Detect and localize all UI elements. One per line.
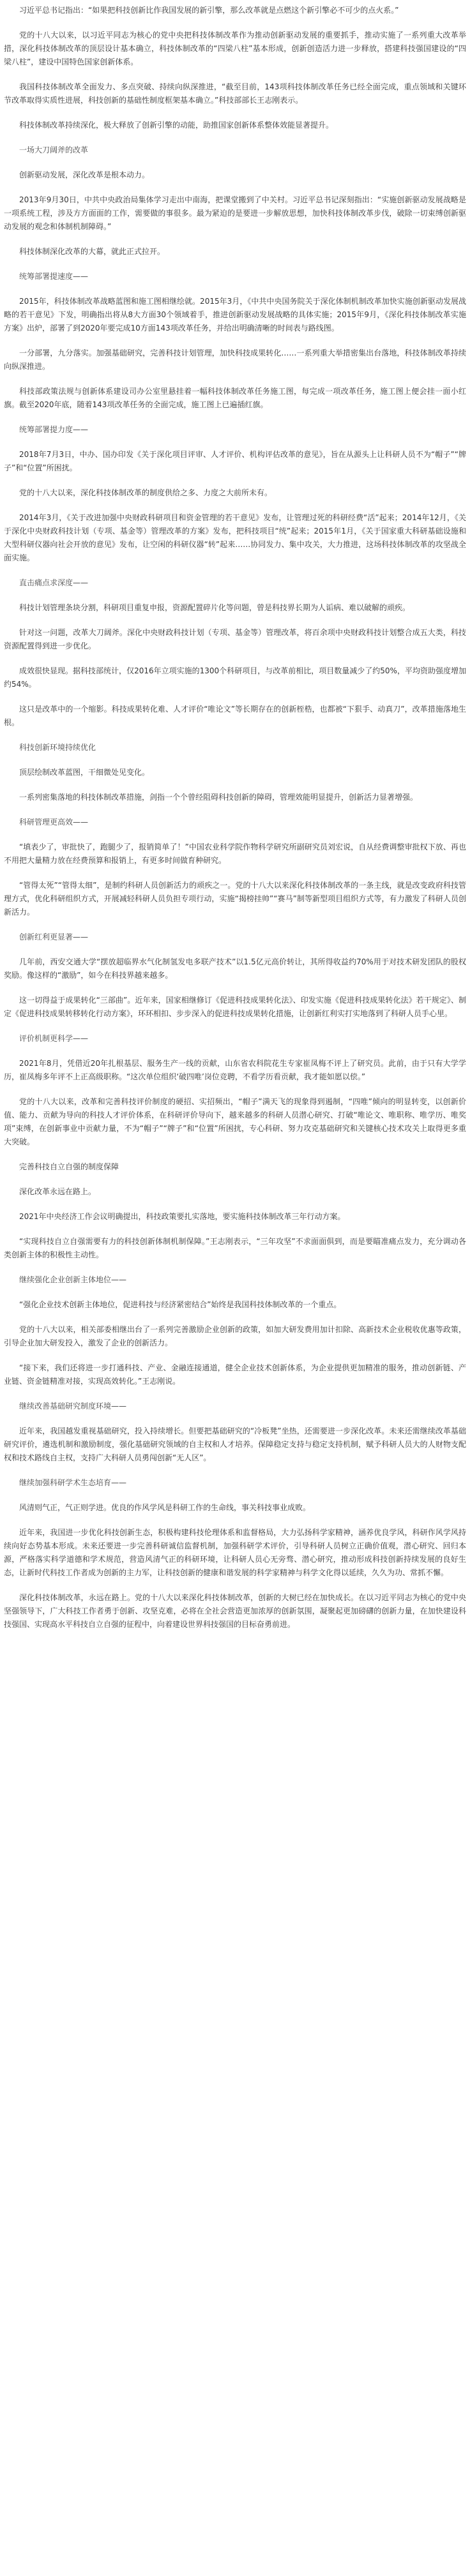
section-heading: 统筹部署提速度—— bbox=[19, 272, 89, 281]
section-heading: 统筹部署提力度—— bbox=[19, 425, 89, 434]
article-paragraph: 2021年8月，凭借近20年扎根基层、服务生产一线的贡献，山东省农科院花生专家崔凤梅不评上了研究员。此前，由于只有大学学历，崔凤梅多年评不上正高级职称。“这次单位组织‘破四唯’岗位竞聘，不看学历看贡献，我才能如愿以偿。” bbox=[4, 1059, 466, 1081]
article-paragraph: “填表少了，审批快了，跑腿少了，报销简单了！”中国农业科学院作物科学研究所副研究员刘宏说，自从经费调整审批权下放、再也不用把大量精力放在经费预算和报销上，有更多时间做育种研究。 bbox=[4, 842, 466, 865]
article-paragraph: 2018年7月3日，中办、国办印发《关于深化项目评审、人才评价、机构评估改革的意见》，旨在从源头上让科研人员不为“帽子”“牌子”和“位置”所困扰。 bbox=[4, 450, 466, 472]
section-heading: 一场大刀阔斧的改革 bbox=[19, 146, 89, 154]
section-heading: 继续改善基础研究制度环境—— bbox=[19, 1402, 127, 1411]
article-paragraph: 深化科技体制改革，永远在路上。党的十八大以来深化科技体制改革，创新的大树已经在加快成长。在以习近平同志为核心的党中央坚强领导下，广大科技工作者勇于创新、攻坚克难，必将在全社会营造更加浓厚的创新氛围，凝聚起更加磅礴的创新力量，在加快建设科技强国、实现高水平科技自立自强的征程中，向着建设世界科技强国的目标奋勇前进。 bbox=[4, 1593, 466, 1629]
article-paragraph: 一系列密集落地的科技体制改革措施，剑指一个个曾经阻碍科技创新的障碍，管理效能明显提升，创新活力显著增强。 bbox=[19, 793, 418, 802]
article-paragraph: 党的十八大以来，改革和完善科技评价制度的硬招、实招频出，“帽子”满天飞的现象得到遏制，“四唯”倾向的明显转变，以创新价值、能力、贡献为导向的科技人才评价体系，在科研评价导向下，越来越多的科研人员潜心研究、打破“唯论文、唯职称、唯学历、唯奖项”束缚，在创新事业中贡献力量，不为“帽子”“牌子”和“位置”所困扰，专心科研、努力攻克基础研究和关键核心技术攻关上取得更多重大突破。 bbox=[4, 1097, 466, 1146]
article-paragraph: 党的十八大以来，相关部委相继出台了一系列完善激励企业创新的政策，如加大研发费用加计扣除、高新技术企业税收优惠等政策，引导企业加大研发投入，激发了企业的创新活力。 bbox=[4, 1325, 466, 1347]
article-paragraph: 习近平总书记指出：“如果把科技创新比作我国发展的新引擎，那么改革就是点燃这个新引擎必不可少的点火系。” bbox=[19, 6, 399, 15]
article-paragraph: 2021年中央经济工作会议明确提出，科技政策要扎实落地，要实施科技体制改革三年行动方案。 bbox=[19, 1212, 345, 1221]
article-paragraph: 近年来，我国进一步优化科技创新生态，积极构建科技伦理体系和监督格局，大力弘扬科学家精神，涵养优良学风，科研作风学风持续向好态势基本形成。未来还要进一步完善科研诚信监督机制，加强科研学术评价，引导科研人员树立正确价值观，潜心研究、回归本源，严格落实科学道德和学术规范，营造风清气正的科研环境，让科研人员心无旁骛、潜心研究，推动形成科技创新持续发展的良好生态，让新时代科技工作者成为创新的主力军，让科技创新的健康和谐发展的科学家精神与科学文化得以延续，久久为功、常抓不懈。 bbox=[4, 1528, 466, 1577]
article-paragraph: 科技计划管理条块分割，科研项目重复申报，资源配置碎片化等问题，曾是科技界长期为人诟病、难以破解的顽疾。 bbox=[19, 603, 411, 612]
article-paragraph: 党的十八大以来，以习近平同志为核心的党中央把科技体制改革作为推动创新驱动发展的重要抓手，推动实施了一系列重大改革举措，深化科技体制改革的顶层设计基本确立，科技体制改革的“四梁八柱”基本形成，创新创造活力进一步释放，搭建科技强国建设的“四梁八柱”，建设中国特色国家创新体系。 bbox=[4, 31, 466, 66]
section-heading: 继续加强科研学术生态培育—— bbox=[19, 1478, 127, 1487]
article-paragraph: 党的十八大以来，深化科技体制改革的制度供给之多、力度之大前所未有。 bbox=[19, 488, 273, 497]
article-paragraph: 这只是改革中的一个缩影。科技成果转化难、人才评价“唯论文”等长期存在的创新桎梏，也都被“下狠手、动真刀”，改革措施落地生根。 bbox=[4, 705, 466, 727]
article-paragraph: 成效很快显现。据科技部统计，仅2016年立项实施的1300个科研项目，与改革前相比，项目数量减少了约50%，平均资助强度增加约54%。 bbox=[4, 666, 466, 689]
article-paragraph: 2014年3月，《关于改进加强中央财政科研项目和资金管理的若干意见》发布，让管理过死的科研经费“活”起来；2014年12月，《关于深化中央财政科技计划（专项、基金等）管理改革的方案》发布，把科技项目“统”起来；2015年1月，《关于国家重大科研基础设施和大型科研仪器向社会开放的意见》发布，让空闲的科研仪器“转”起来……协同发力、集中攻关，大力推进，这场科技体制改革的攻坚战全面实施。 bbox=[4, 513, 466, 562]
article-paragraph: 2015年，科技体制改革战略蓝图和施工图相继绘就。2015年3月，《中共中央国务院关于深化体制机制改革加快实施创新驱动发展战略的若干意见》下发，明确指出将从8大方面30个领域着手，推进创新驱动发展战略的具体实施；2015年9月，《深化科技体制改革实施方案》出炉，部署了到2020年要完成10方面143项改革任务，并给出明确清晰的时间表与路线图。 bbox=[4, 297, 466, 333]
section-heading: 科研管理更高效—— bbox=[19, 818, 89, 827]
article-paragraph: 科技体制深化改革的大幕，就此正式拉开。 bbox=[19, 247, 165, 256]
article-paragraph: “实现科技自立自强需要有力的科技创新体制机制保障。”王志刚表示，“三年攻坚”不求面面俱到，而是要瞄准痛点发力，充分调动各类创新主体的积极性主动性。 bbox=[4, 1237, 466, 1259]
section-heading: 创新红利更显著—— bbox=[19, 932, 89, 941]
article-paragraph: 几年前，西安交通大学“摆放超临界水气化制氢发电多联产技术”以1.5亿元高价转让，其所得收益约70%用于对技术研发团队的股权奖励。像这样的“激励”，如今在科技界越来越多。 bbox=[4, 957, 466, 980]
article-paragraph: 深化改革永远在路上。 bbox=[19, 1187, 96, 1196]
article-paragraph: 近年来，我国越发重视基础研究，投入持续增长。但要把基础研究的“冷板凳”坐热，还需要进一步深化改革。未来还需继续改革基础研究评价，遴选机制和激励制度，强化基础研究领域的自主权和人才培养。保障稳定支持与稳定支持机制，赋予科研人员大的人财物支配权和技术路线自主权，支持广大科研人员勇闯创新“无人区”。 bbox=[4, 1427, 466, 1462]
section-heading: 继续强化企业创新主体地位—— bbox=[19, 1275, 127, 1284]
article-paragraph: 科技部政策法规与创新体系建设司办公室里悬挂着一幅科技体制改革任务施工图，每完成一项改革任务，施工图上便会挂一面小红旗。截至2020年底，随着143项改革任务的全面完成，施工图上已遍插红旗。 bbox=[4, 387, 466, 409]
article-paragraph: “接下来，我们还将进一步打通科技、产业、金融连接通道，健全企业技术创新体系，为企业提供更加精准的服务，推动创新链、产业链、资金链精准对接，实现高效转化。”王志刚说。 bbox=[4, 1363, 466, 1386]
article-paragraph: 完善科技自立自强的制度保障 bbox=[19, 1162, 119, 1171]
section-heading: 科技创新环境持续优化 bbox=[19, 743, 96, 752]
article-paragraph: 科技体制改革持续深化，极大释放了创新引擎的动能，助推国家创新体系整体效能显著提升。 bbox=[19, 121, 334, 130]
section-heading: 评价机制更科学—— bbox=[19, 1034, 89, 1043]
article-paragraph: 风清则气正，气正则学进。优良的作风学风是科研工作的生命线，事关科技事业成败。 bbox=[19, 1503, 311, 1512]
article-paragraph: 顶层绘制改革蓝图，干细微处见变化。 bbox=[19, 768, 150, 777]
article-paragraph: 我国科技体制改革全面发力、多点突破、持续向纵深推进，“截至目前，143项科技体制改革任务已经全面完成，重点领域和关键环节改革取得实质性进展，科技创新的基础性制度框架基本确立。”科技部部长王志刚表示。 bbox=[4, 82, 466, 105]
article-paragraph: “强化企业技术创新主体地位，促进科技与经济紧密结合”始终是我国科技体制改革的一个重点。 bbox=[19, 1300, 342, 1309]
article-paragraph: 一分部署，九分落实。加强基础研究，完善科技计划管理，加快科技成果转化……一系列重大举措密集出台落地，科技体制改革持续向纵深推进。 bbox=[4, 348, 466, 371]
article-paragraph: 创新驱动发展，深化改革是根本动力。 bbox=[19, 170, 150, 179]
article-paragraph: “管得太死”“管得太细”，是制约科研人员创新活力的顽疾之一。党的十八大以来深化科技体制改革的一条主线，就是改变政府科技管理方式，优化科研组织方式，开展减轻科研人员负担专项行动，实施“揭榜挂帅”“赛马”制等新型项目组织方式等，有力激发了科研人员创新活力。 bbox=[4, 881, 466, 917]
section-heading: 直击痛点求深度—— bbox=[19, 578, 89, 587]
article-paragraph: 2013年9月30日，中共中央政治局集体学习走出中南海，把课堂搬到了中关村。习近平总书记深刻指出：“实施创新驱动发展战略是一项系统工程，涉及方方面面的工作，需要做的事很多。最为紧迫的是要进一步解放思想，加快科技体制改革步伐，破除一切束缚创新驱动发展的观念和体制机制障碍。” bbox=[4, 195, 466, 231]
article-paragraph: 针对这一问题，改革大刀阔斧。深化中央财政科技计划（专项、基金等）管理改革，将百余项中央财政科技计划整合成五大类，科技资源配置得到进一步优化。 bbox=[4, 628, 466, 650]
article-paragraph: 这一切得益于成果转化“三部曲”。近年来，国家相继修订《促进科技成果转化法》、印发实施《促进科技成果转化法》若干规定》、制定《促进科技成果转移转化行动方案》，环环相扣、步步深入的促进科技成果转化措施，让创新红利实打实地落到了科研人员手心里。 bbox=[4, 996, 466, 1018]
